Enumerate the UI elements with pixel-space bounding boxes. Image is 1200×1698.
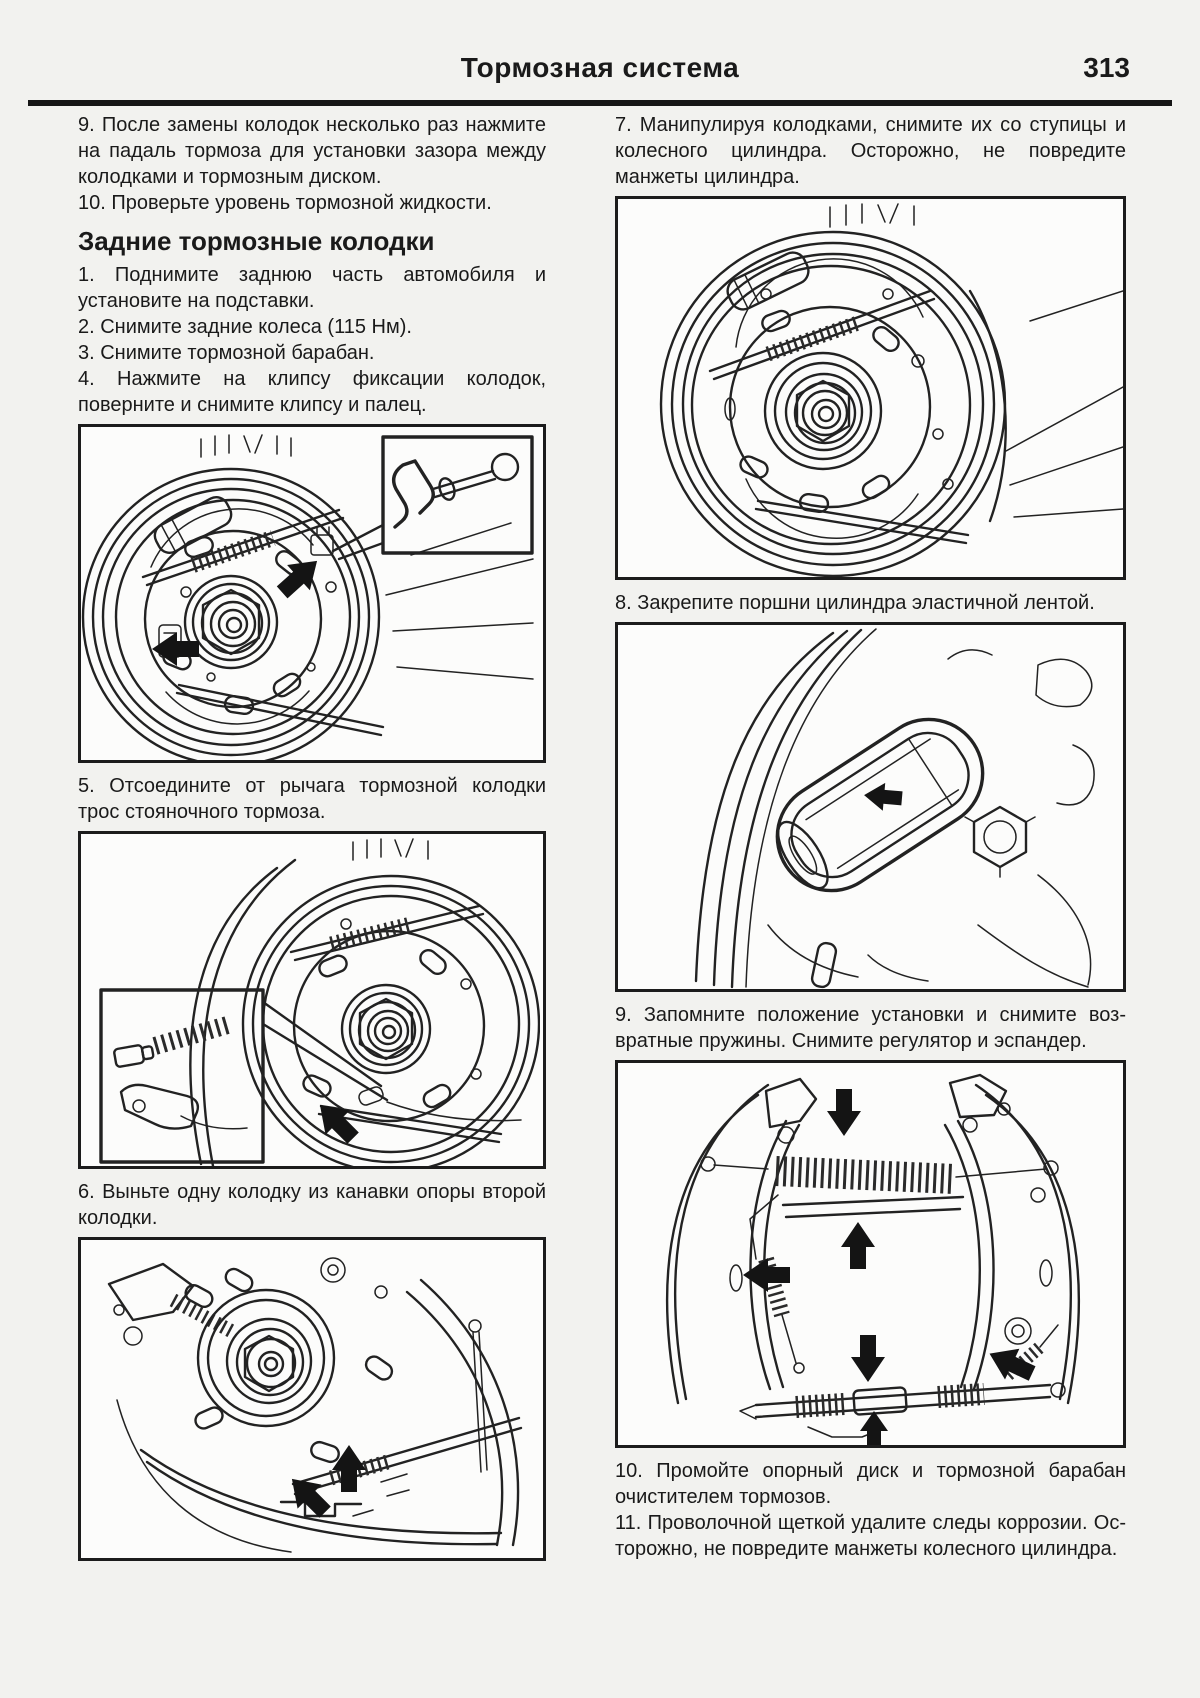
right-column — [615, 112, 1126, 1562]
plate-pin — [811, 942, 838, 989]
wheel-cylinder — [151, 493, 236, 557]
step-1: 1. Поднимите заднюю часть автомобиля и установите на подставки. — [78, 264, 546, 312]
step-3: 3. Снимите тормозной барабан. — [78, 342, 375, 364]
direction-arrow-icon — [860, 1411, 888, 1445]
figure-remove-shoe — [78, 1237, 546, 1561]
step-8: 8. Закрепите поршни цилиндра эластичной лентой. — [615, 592, 1095, 614]
figure-wheel-cylinder-band — [615, 622, 1126, 992]
step-2: 2. Снимите задние колеса (115 Нм). — [78, 316, 412, 338]
backing-plate-rings — [661, 232, 1005, 576]
right-shoe — [945, 1121, 994, 1389]
upper-return-spring — [776, 1171, 954, 1179]
direction-arrow-icon — [982, 1338, 1039, 1389]
plate-holes — [321, 1258, 387, 1298]
axle-lines — [1006, 291, 1123, 517]
page-title: Тормозная система — [460, 52, 740, 83]
left-spring-tail — [782, 1315, 804, 1373]
shoe-arcs — [151, 509, 313, 724]
backing-plate-rings — [243, 876, 539, 1166]
drum-edge-arcs — [696, 630, 861, 987]
shoe-pins — [183, 1266, 395, 1464]
cable-spring — [155, 1024, 231, 1046]
right-spring-tail — [1040, 1325, 1058, 1347]
plate-lower-arc — [117, 1400, 291, 1552]
drum-edge-arcs — [407, 1280, 518, 1545]
spring-pin — [701, 1157, 1058, 1177]
step-10-note: 10. Проверьте уровень тормозной жидкости. — [78, 192, 492, 214]
direction-arrow-icon — [827, 1089, 861, 1136]
drum-brake-clip-illustration — [81, 427, 540, 760]
step-11: 11. Проволочной щеткой удалите следы коррозии. Осторожно, не повредите манжеты колесного цилиндра. — [615, 1512, 1126, 1560]
adjuster-thread-right — [938, 1394, 984, 1397]
drum-edge-ticks — [353, 839, 428, 860]
step-5: 5. Отсоедините от рычага тормозной колодки трос стояночного тормоза. — [78, 775, 546, 823]
step-9-note: 9. После замены колодок несколько раз нажмите на падаль тормоза для установки зазора между колодками и тормозным диском. — [78, 114, 546, 188]
cable-end-fitting — [114, 1043, 155, 1067]
step-7: 7. Манипулируя колодками, снимите их со ступицы и колесного цилиндра. Осторожно, не повредите манжеты цилиндра. — [615, 114, 1126, 188]
retaining-clip — [394, 461, 434, 527]
figure-remove-clip-and-pin — [78, 424, 546, 763]
drum-brake-hub-illustration — [618, 199, 1123, 577]
step-9: 9. Запомните положение установки и снимите возвратные пружины. Снимите регулятор и эспандер. — [615, 1004, 1126, 1052]
bleeder-bolt — [965, 807, 1035, 877]
drum-edge-ticks — [201, 435, 291, 457]
direction-arrow-icon — [841, 1222, 875, 1269]
shoe-pins — [161, 535, 305, 715]
drum-brake-cable-illustration — [81, 834, 540, 1166]
hub — [765, 353, 881, 469]
motion-dashes — [353, 1474, 409, 1516]
direction-arrow-icon — [332, 1445, 366, 1492]
brake-shoes-springs-illustration — [618, 1063, 1123, 1445]
hub — [198, 1290, 334, 1426]
axle-lines — [386, 523, 533, 679]
plate-right-edge — [970, 291, 1006, 521]
drum-brake-shoe-illustration — [81, 1240, 540, 1558]
drum-inner-arc — [746, 629, 876, 987]
figure-disconnect-cable — [78, 831, 546, 1169]
hub — [342, 985, 430, 1073]
rear-brake-shoes-heading: Задние тормозные колодки — [78, 226, 435, 256]
upper-strut-bar — [783, 1197, 963, 1217]
left-column — [78, 112, 546, 1571]
cable-inset — [101, 990, 263, 1162]
figure-return-springs — [615, 1060, 1126, 1448]
direction-arrow-icon — [863, 781, 903, 812]
return-spring — [193, 538, 273, 565]
header-rule — [28, 100, 1172, 106]
page-number: 313 — [1083, 52, 1130, 83]
step-4: 4. Нажмите на клипсу фиксации колодок, поверните и снимите клипсу и палец. — [78, 368, 546, 416]
direction-arrow-icon — [271, 548, 329, 605]
clip-pin-inset — [383, 437, 532, 553]
anchor-bracket — [109, 1264, 193, 1320]
adjuster-thread-left — [796, 1404, 844, 1407]
step-10: 10. Промойте опорный диск и тормозной барабан очистителем тормозов. — [615, 1460, 1126, 1508]
left-drum-arc — [667, 1085, 768, 1403]
wheel-cylinder-illustration — [618, 625, 1123, 989]
adjuster-ends — [740, 1383, 1065, 1437]
step-6: 6. Выньте одну колодку из канавки опоры второй колодки. — [78, 1181, 546, 1229]
drum-edge-ticks — [830, 204, 914, 227]
figure-remove-shoes-from-hub — [615, 196, 1126, 580]
direction-arrow-icon — [851, 1335, 885, 1382]
left-shoe-top-bracket — [766, 1079, 816, 1127]
pin-head — [492, 454, 518, 480]
